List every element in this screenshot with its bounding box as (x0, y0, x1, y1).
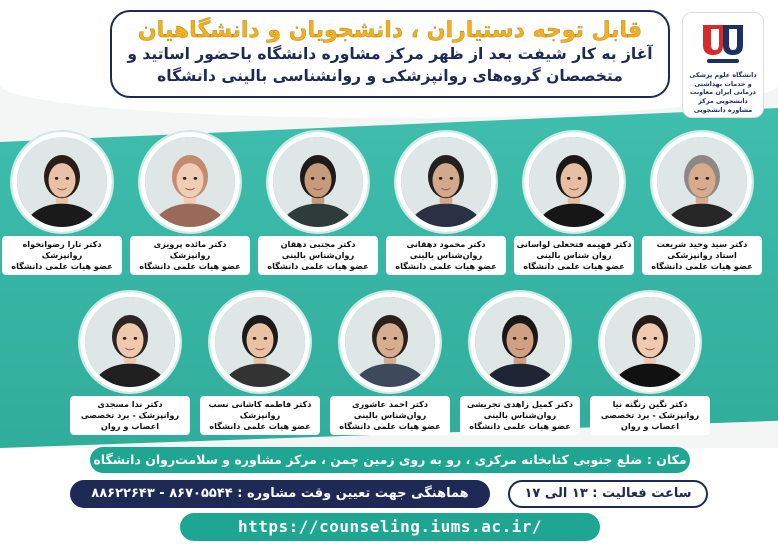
doctor-extra: عضو هیات علمی دانشگاه (209, 421, 311, 431)
doctor-name: دکتر فاطمه کاشانی نسب (208, 399, 312, 409)
doctor-card (130, 132, 250, 275)
person-photo-icon (345, 297, 435, 387)
doctor-role: روان‌شناس بالینی (409, 250, 483, 260)
person-photo-icon (273, 137, 363, 227)
person-photo-icon (657, 137, 747, 227)
doctor-photo (12, 132, 112, 232)
university-logo (682, 12, 764, 118)
headline-line-2: آغاز به کار شیفت بعد از ظهر مرکز مشاوره دانشگاه باحضور اساتید و (127, 45, 653, 63)
doctor-extra: عضو هیات علمی دانشگاه (469, 421, 571, 431)
doctor-role: روانپزشک - برد تخصصی (80, 410, 180, 420)
doctor-label (258, 236, 378, 275)
headline-line-3: متخصصان گروه‌های روانپزشکی و روانشناسی بالینی دانشگاه (157, 67, 623, 85)
doctor-label (590, 396, 710, 435)
doctor-photo (396, 132, 496, 232)
doctor-extra: اعصاب و روان (620, 421, 680, 431)
doctor-card (460, 292, 580, 435)
person-photo-icon (529, 137, 619, 227)
doctor-label (460, 396, 580, 435)
doctor-role: روانپزشک - برد تخصصی (600, 410, 700, 420)
doctor-card (330, 292, 450, 435)
doctor-extra: عضو هیات علمی دانشگاه (11, 261, 113, 271)
doctor-card (258, 132, 378, 275)
doctor-label (2, 236, 122, 275)
doctor-extra: عضو هیات علمی دانشگاه (523, 261, 625, 271)
person-photo-icon (401, 137, 491, 227)
logo-text: دانشگاه علوم پزشکی و خدمات بهداشتی درمانی ایران معاونت دانشجویی مرکز مشاوره دانشجویی (689, 71, 757, 114)
doctor-extra: عضو هیات علمی دانشگاه (339, 421, 441, 431)
doctor-photo (80, 292, 180, 392)
doctor-role: روان‌شناس بالینی (353, 410, 427, 420)
person-photo-icon (145, 137, 235, 227)
doctor-photo (470, 292, 570, 392)
doctor-card (386, 132, 506, 275)
doctor-name: دکتر سید وحید شریعت (656, 239, 748, 249)
doctor-extra: اعصاب و روان (100, 421, 160, 431)
location-bar: مکان : ضلع جنوبی کتابخانه مرکزی ، رو به روی زمین چمن ، مرکز مشاوره و سلامت‌روان دانشگاه (90, 447, 690, 473)
doctor-card (200, 292, 320, 435)
doctor-label (330, 396, 450, 435)
person-photo-icon (85, 297, 175, 387)
doctor-card (2, 132, 122, 275)
doctor-name: دکتر احمد عاشوری (351, 399, 429, 409)
doctor-card (514, 132, 634, 275)
doctor-label (514, 236, 634, 275)
doctor-card (590, 292, 710, 435)
doctor-card (70, 292, 190, 435)
doctor-photo (600, 292, 700, 392)
phone-pill: هماهنگی جهت تعیین وقت مشاوره : ۸۶۷۰۵۵۴۴ - ۸۸۶۲۲۶۴۳ (70, 480, 490, 508)
doctor-extra: عضو هیات علمی دانشگاه (267, 261, 369, 271)
doctor-photo (524, 132, 624, 232)
headline-box (110, 10, 670, 98)
doctor-role: روان شناس بالینی (536, 250, 612, 260)
doctor-label (130, 236, 250, 275)
doctor-name: دکتر فهیمه فتحعلی لواسانی (516, 239, 632, 249)
hours-pill: ساعت فعالیت : ۱۳ الی ۱۷ (508, 480, 708, 508)
doctor-photo (210, 292, 310, 392)
doctor-label (200, 396, 320, 435)
doctor-role: روانپزشک (169, 250, 211, 260)
website-link[interactable]: https://counseling.iums.ac.ir/ (180, 513, 600, 541)
doctor-label (70, 396, 190, 435)
doctor-photo (340, 292, 440, 392)
doctor-role: استاد روانپزشکی (667, 250, 737, 260)
person-photo-icon (215, 297, 305, 387)
doctor-card (642, 132, 762, 275)
doctor-role: روان‌شناس بالینی (281, 250, 355, 260)
doctor-role: روانپزشک (239, 410, 281, 420)
doctor-extra: عضو هیات علمی دانشگاه (139, 261, 241, 271)
doctor-name: دکتر ندا مسجدی (97, 399, 163, 409)
doctor-extra: عضو هیات علمی دانشگاه (651, 261, 753, 271)
doctor-name: دکتر تارا رضوانخواه (22, 239, 102, 249)
person-photo-icon (605, 297, 695, 387)
doctor-photo (652, 132, 752, 232)
doctor-label (642, 236, 762, 275)
university-emblem-icon (697, 19, 749, 69)
doctor-role: روانپزشک (41, 250, 83, 260)
doctor-photo (140, 132, 240, 232)
headline-title: قابل توجه دستیاران ، دانشجویان و دانشگاهیان (137, 18, 643, 43)
doctor-name: دکتر نگین زنگنه نیا (612, 399, 688, 409)
doctor-role: روان‌شناس بالینی (483, 410, 557, 420)
doctor-extra: عضو هیات علمی دانشگاه (395, 261, 497, 271)
doctor-name: دکتر کمیل زاهدی تجریشی (466, 399, 574, 409)
doctor-name: دکتر محمود دهقانی (406, 239, 486, 249)
doctor-name: دکتر مائده پرویزی (153, 239, 227, 249)
doctor-label (386, 236, 506, 275)
person-photo-icon (475, 297, 565, 387)
person-photo-icon (17, 137, 107, 227)
doctor-photo (268, 132, 368, 232)
doctor-name: دکتر مجتبی دهقان (280, 239, 356, 249)
